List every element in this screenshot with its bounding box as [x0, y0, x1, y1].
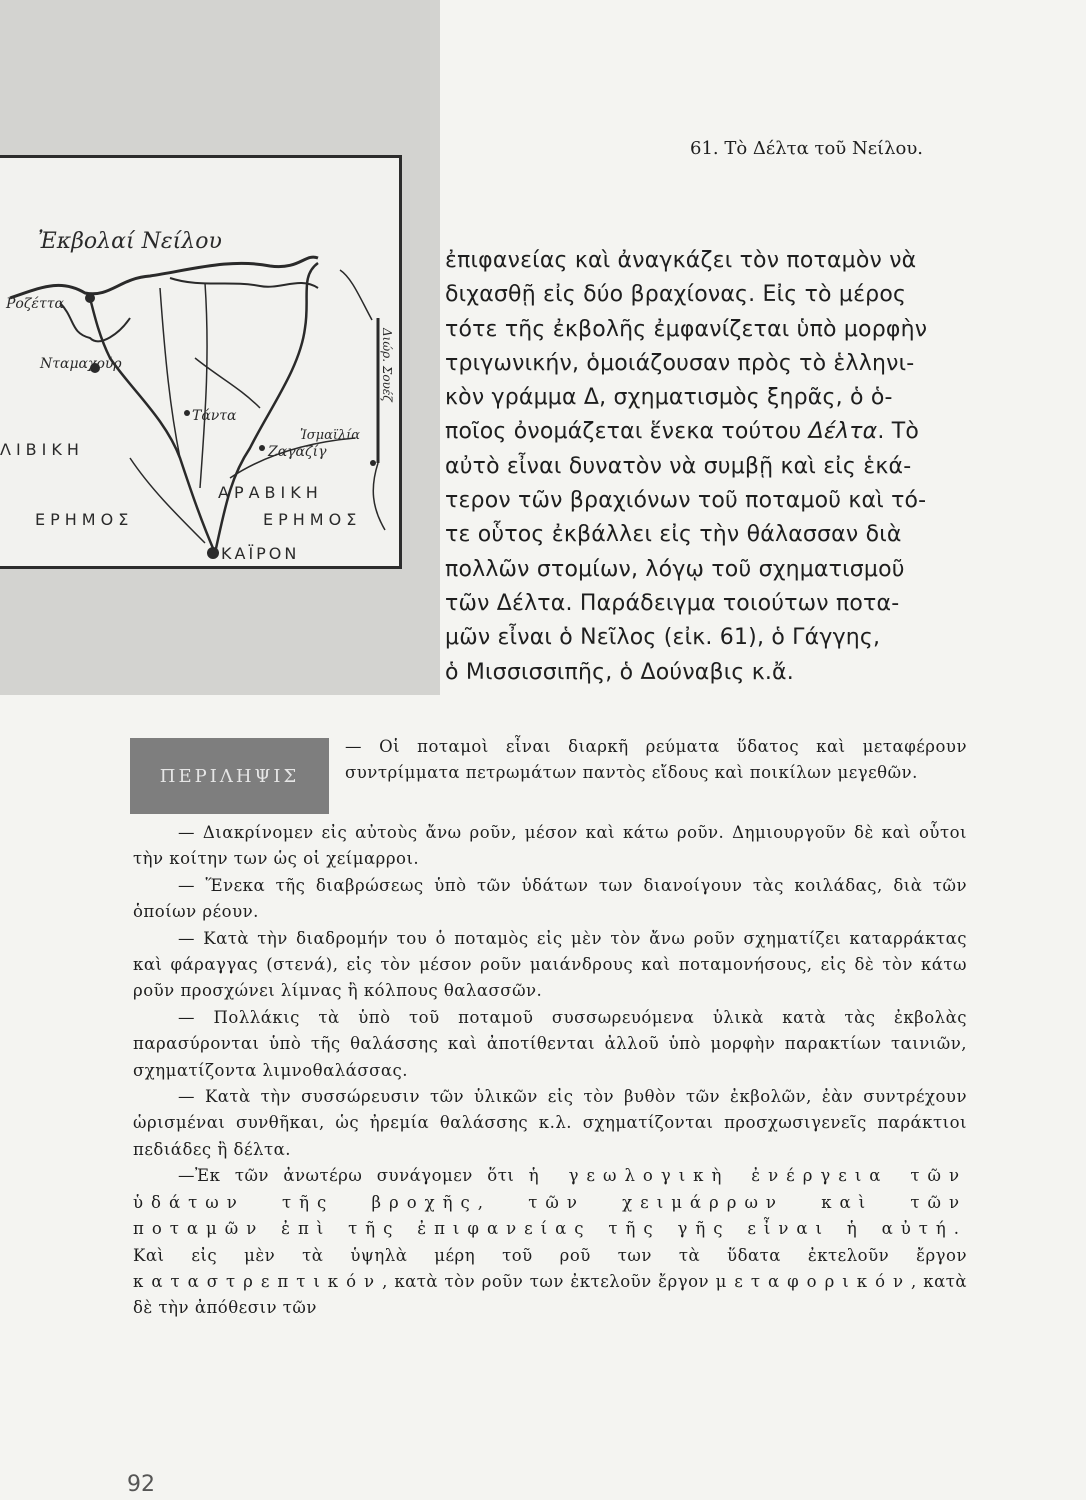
lagoon-line-east: [170, 278, 318, 288]
canal-1: [160, 288, 180, 458]
label-rosetta: Ροζέττα: [6, 296, 64, 312]
body-line: πολλῶν στομίων, λόγῳ τοῦ σχηματισμοῦ: [445, 556, 905, 582]
body-line: μῶν εἶναι ὁ Νεῖλος (εἰκ. 61), ὁ Γάγγης,: [445, 625, 881, 651]
summary-point: — Διακρίνομεν εἰς αὐτοὺς ἄνω ροῦν, μέσον καὶ κάτω ροῦν. Δημιουργοῦν δὲ καὶ οὗτοι τὴν κοίτην των ὡς οἱ χείμαρροι.: [133, 823, 967, 869]
coastline: [10, 257, 318, 298]
body-line: τότε τῆς ἐκβολῆς ἐμφανίζεται ὑπὸ μορφὴν: [445, 316, 928, 342]
body-line-tail: . Τὸ: [877, 419, 920, 445]
body-line: [445, 415, 970, 449]
body-line: τε οὗτος ἐκβάλλει εἰς τὴν θάλασσαν διὰ: [445, 522, 902, 548]
rosetta-dot: [85, 293, 95, 303]
body-line: ὁ Μισσισσιπῆς, ὁ Δούναβις κ.ἄ.: [445, 659, 794, 685]
summary-text: —Ἐκ τῶν ἀνωτέρω συνάγομεν ὅτι: [178, 1166, 529, 1186]
coast-east: [340, 270, 372, 320]
body-line: αὐτὸ εἶναι δυνατὸν νὰ συμβῇ καὶ εἰς ἑκά-: [445, 453, 912, 479]
label-ntamachour: Νταμαχούρ: [40, 356, 122, 372]
summary-text: , κατὰ τὸν ροῦν των ἐκτελοῦν ἔργον: [382, 1271, 716, 1291]
summary-point: — Ἕνεκα τῆς διαβρώσεως ὑπὸ τῶν ὑδάτων των διανοίγουν τὰς κοιλάδας, διὰ τῶν ὁποίων ρέουν.: [133, 875, 967, 922]
summary-point: — Πολλάκις τὰ ὑπὸ τοῦ ποταμοῦ συσσωρευόμενα ὑλικὰ κατὰ τὰς ἐκβολὰς παρασύρονται ὑπὸ τῆς θαλάσσης καὶ ἀποτίθενται ἀλλοῦ ὑπὸ μορφὴν παρακτίων ταινιῶν, σχηματίζοντα λιμνοθαλάσσας.: [133, 1007, 967, 1080]
map-drawing: [0, 158, 402, 572]
label-ismailia: Ἰσμαϊλία: [300, 428, 361, 443]
body-line: τερον τῶν βραχιόνων τοῦ ποταμοῦ καὶ τό-: [445, 488, 927, 514]
summary-point: [133, 1163, 967, 1321]
body-line: τῶν Δέλτα. Παράδειγμα τοιούτων ποτα-: [445, 590, 900, 616]
body-text: [445, 244, 970, 690]
summary-point: — Κατὰ τὴν διαδρομήν του ὁ ποταμὸς εἰς μὲν τὸν ἄνω ροῦν σχηματίζει καταρράκτας καὶ φάραγγας (στενά), εἰς τὸν μέσον ροῦν μαιάνδρους καὶ ποταμονήσους, εἰς δὲ τὸν κάτω ροῦν προσχώνει λίμνας ἢ κόλπους θαλασσῶν.: [133, 928, 967, 1001]
delta-term: Δέλτα: [808, 419, 878, 445]
label-libyan: ΛΙΒΙΚΗ: [0, 440, 84, 459]
label-tanta: Τάντα: [192, 408, 237, 424]
page-number: 92: [127, 1472, 155, 1497]
figure-caption: 61. Τὸ Δέλτα τοῦ Νείλου.: [690, 138, 923, 159]
summary-text: Καὶ εἰς μὲν τὰ ὑψηλὰ μέρη τοῦ ροῦ των τὰ ὕδατα ἐκτελοῦν ἔργον: [133, 1245, 967, 1265]
canal-2: [200, 283, 207, 488]
summary-paragraphs: [133, 820, 967, 1322]
body-line: κὸν γράμμα Δ, σχηματισμὸς ξηρᾶς, ὁ ὁ-: [445, 385, 893, 411]
figure-panel: [0, 0, 440, 695]
label-desert-right: ΕΡΗΜΟΣ: [263, 510, 362, 529]
label-arabian: ΑΡΑΒΙΚΗ: [218, 483, 323, 502]
nile-delta-map: [0, 155, 402, 569]
summary-spaced-text: καταστρεπτικόν: [133, 1271, 383, 1291]
canal-3: [195, 358, 260, 408]
map-title: Ἐκβολαί Νείλου: [38, 229, 222, 254]
summary-point: — Κατὰ τὴν συσσώρευσιν τῶν ὑλικῶν εἰς τὸν βυθὸν τῶν ἐκβολῶν, ἐὰν συντρέχουν ὡρισμέναι συνθῆκαι, ὡς ἠρεμία θαλάσσης κ.λ. σχηματίζονται προσχωσιγενεῖς παράκτιοι πεδιάδες ἢ δέλτα.: [133, 1087, 967, 1159]
label-suez: Διώρ. Σουέζ: [380, 328, 394, 402]
cairo-dot: [207, 547, 219, 559]
body-line: τριγωνικήν, ὁμοιάζουσαν πρὸς τὸ ἑλληνι-: [445, 350, 915, 376]
canal-south: [373, 463, 385, 530]
summary-text: , κατὰ δὲ τὴν ἀπόθεσιν τῶν: [133, 1271, 968, 1318]
tanta-dot: [184, 410, 190, 416]
body-line-text: ποῖος ὀνομάζεται ἕνεκα τούτου: [445, 419, 809, 445]
body-line: διχασθῇ εἰς δύο βραχίονας. Εἰς τὸ μέρος: [445, 282, 907, 308]
label-cairo: ΚΑΪΡΟΝ: [221, 544, 300, 563]
body-line: ἐπιφανείας καὶ ἀναγκάζει τὸν ποταμὸν νὰ: [445, 248, 917, 273]
summary-spaced-text: μεταφορικόν: [715, 1271, 912, 1291]
lagoon-line: [60, 303, 130, 341]
summary-first-paragraph: [345, 734, 967, 787]
label-desert-left: ΕΡΗΜΟΣ: [35, 510, 134, 529]
label-zagazig: Ζαγαζίγ: [268, 444, 327, 460]
summary-point: — Οἱ ποταμοὶ εἶναι διαρκῆ ρεύματα ὕδατος καὶ μεταφέρουν συντρίμματα πετρωμάτων παντὸς εἴδους καὶ ποικίλων μεγεθῶν.: [345, 737, 967, 783]
summary-heading: ΠΕΡΙΛΗΨΙΣ: [130, 738, 329, 814]
zagazig-dot: [259, 445, 265, 451]
ismailia-dot: [370, 460, 376, 466]
summary-spaced-text: ἡ γεωλογικὴ ἐνέργεια τῶν ὑδάτων τῆς βροχῆς, τῶν χειμάρρων καὶ τῶν ποταμῶν ἐπὶ τῆς ἐπιφανείας τῆς γῆς εἶναι ἡ αὐτή.: [133, 1166, 968, 1239]
